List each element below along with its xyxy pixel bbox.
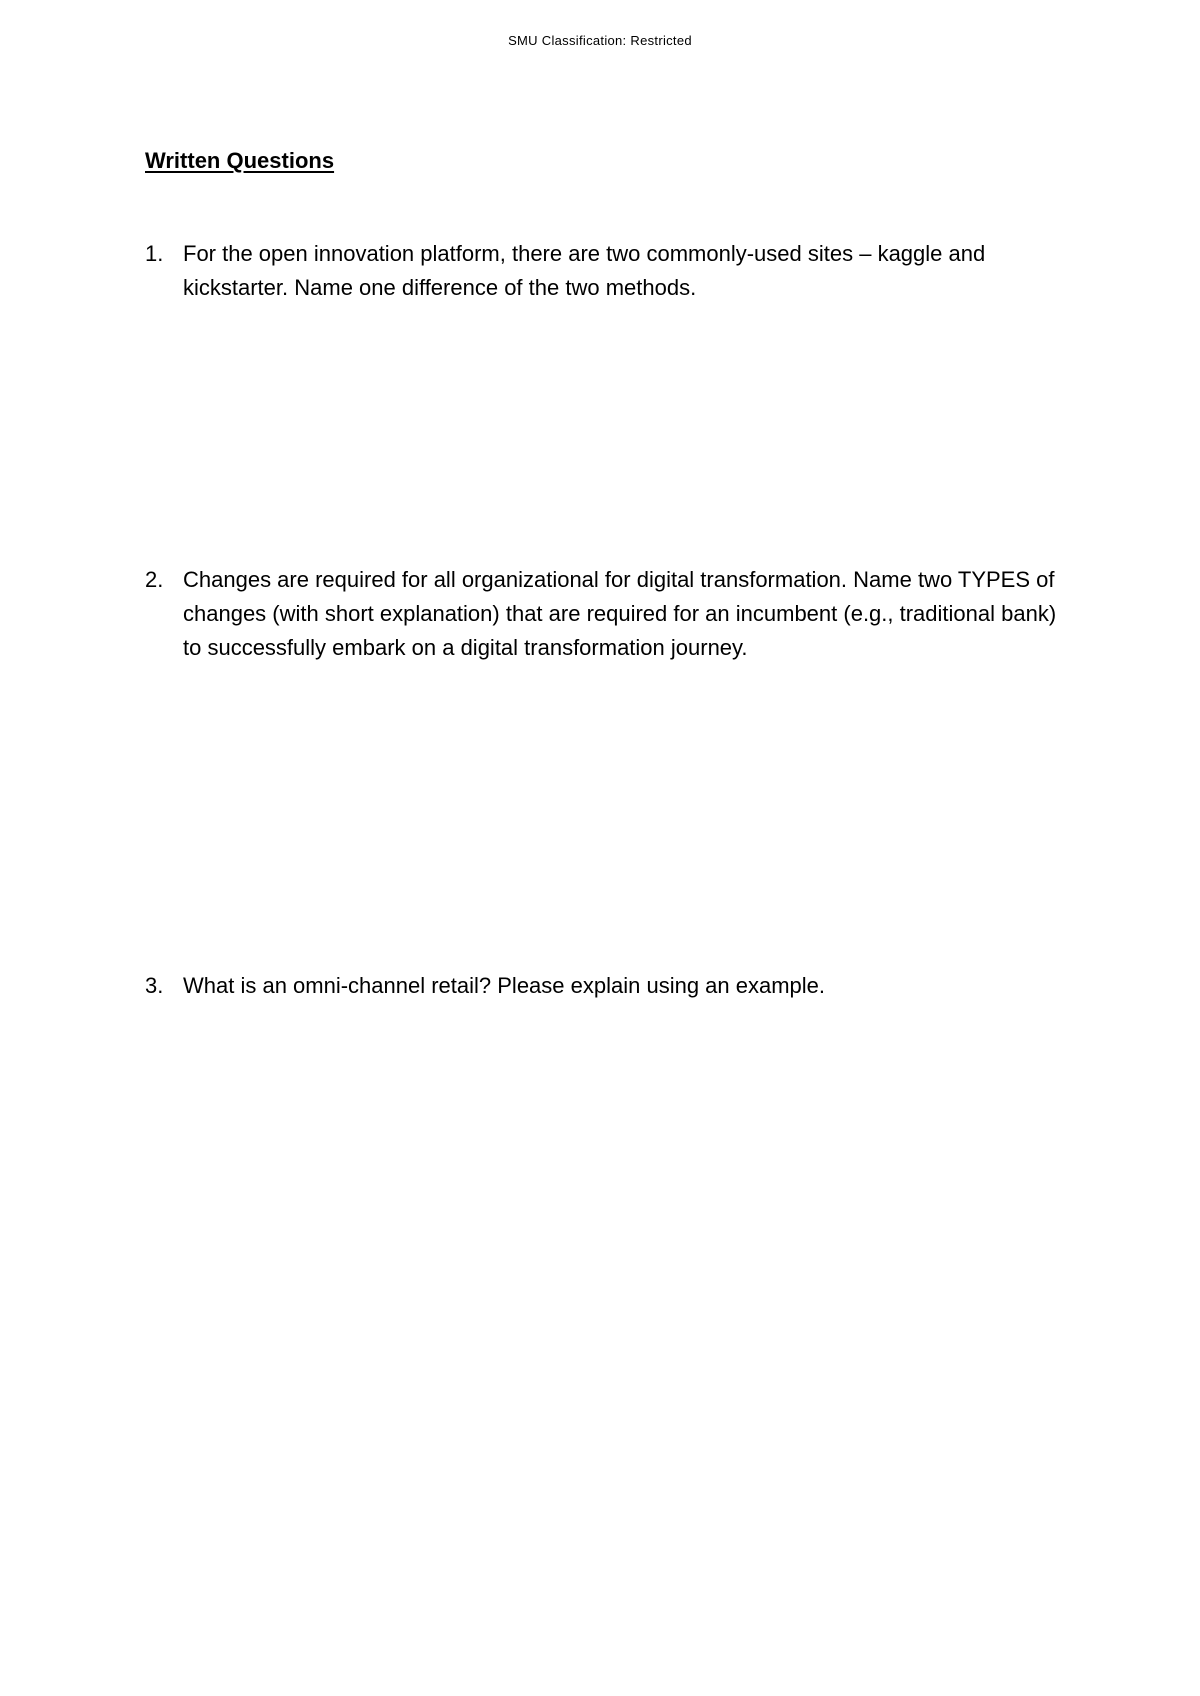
question-item [145,237,1065,305]
question-item [145,969,1065,1003]
question-item [145,563,1065,665]
question-text: For the open innovation platform, there are two commonly-used sites – kaggle and kickstarter. Name one difference of the two methods. [183,241,986,300]
question-number: 3. [145,973,164,998]
page-title: Written Questions [145,148,335,173]
question-text: Changes are required for all organizational for digital transformation. Name two TYPES of changes (with short explanation) that are required for an incumbent (e.g., traditional bank) to successfully embark on a digital transformation journey. [183,567,1057,660]
question-number: 1. [145,241,164,266]
question-number: 2. [145,567,164,592]
classification-header: SMU Classification: Restricted [508,33,692,48]
question-text: What is an omni-channel retail? Please explain using an example. [183,973,826,998]
